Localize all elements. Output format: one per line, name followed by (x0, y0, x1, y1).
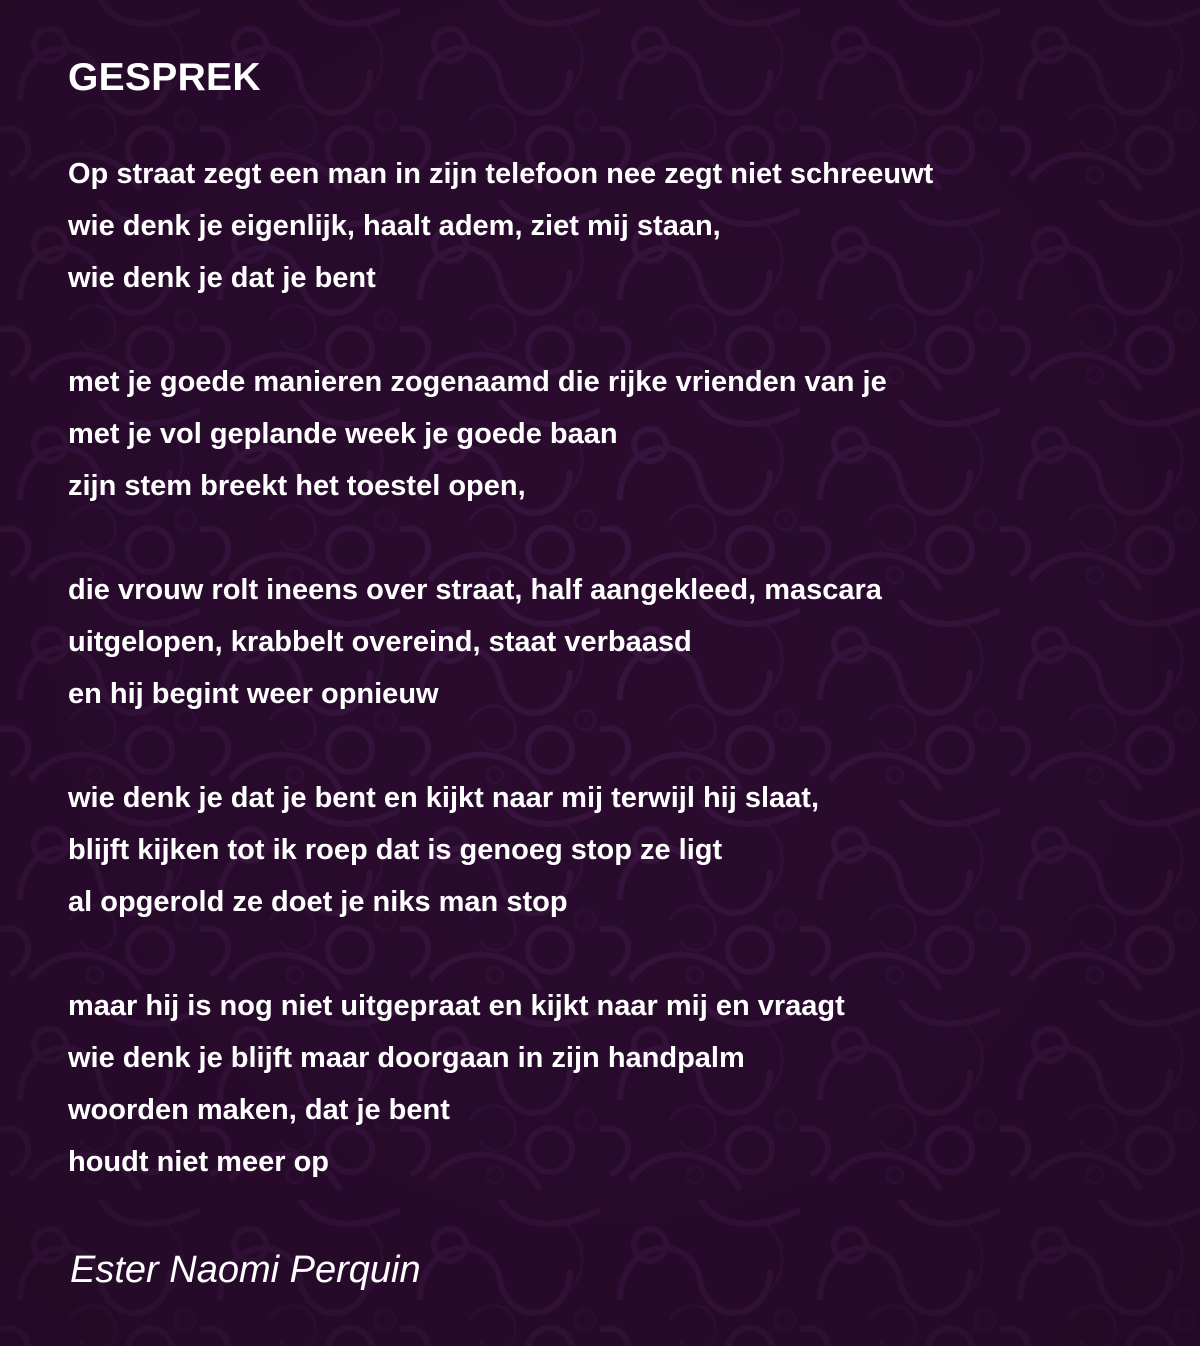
stanza (68, 980, 1168, 1188)
poem-line: die vrouw rolt ineens over straat, half aangekleed, mascara (68, 574, 882, 606)
poem-line: wie denk je blijft maar doorgaan in zijn handpalm (68, 1042, 745, 1074)
poem-line: woorden maken, dat je bent (68, 1094, 450, 1126)
poem-title: GESPREK (68, 56, 261, 99)
poem-line: en hij begint weer opnieuw (68, 678, 439, 710)
poem-line: wie denk je dat je bent (68, 262, 376, 294)
poem-container (68, 52, 1168, 1240)
poem-line: blijft kijken tot ik roep dat is genoeg stop ze ligt (68, 834, 723, 866)
poem-line: met je vol geplande week je goede baan (68, 418, 618, 450)
poem-body (68, 148, 1168, 1188)
poem-line: houdt niet meer op (68, 1146, 329, 1178)
poem-line: zijn stem breekt het toestel open, (68, 470, 526, 502)
poem-line: uitgelopen, krabbelt overeind, staat verbaasd (68, 626, 692, 658)
poem-line: Op straat zegt een man in zijn telefoon nee zegt niet schreeuwt (68, 158, 934, 190)
poem-line: al opgerold ze doet je niks man stop (68, 886, 568, 918)
poem-author: Ester Naomi Perquin (70, 1249, 421, 1291)
poem-line: wie denk je eigenlijk, haalt adem, ziet mij staan, (68, 210, 721, 242)
stanza (68, 356, 1168, 512)
poem-line: wie denk je dat je bent en kijkt naar mij terwijl hij slaat, (68, 782, 820, 814)
stanza (68, 564, 1168, 720)
stanza (68, 148, 1168, 304)
poem-line: maar hij is nog niet uitgepraat en kijkt naar mij en vraagt (68, 990, 845, 1022)
stanza (68, 772, 1168, 928)
poem-line: met je goede manieren zogenaamd die rijke vrienden van je (68, 366, 887, 398)
